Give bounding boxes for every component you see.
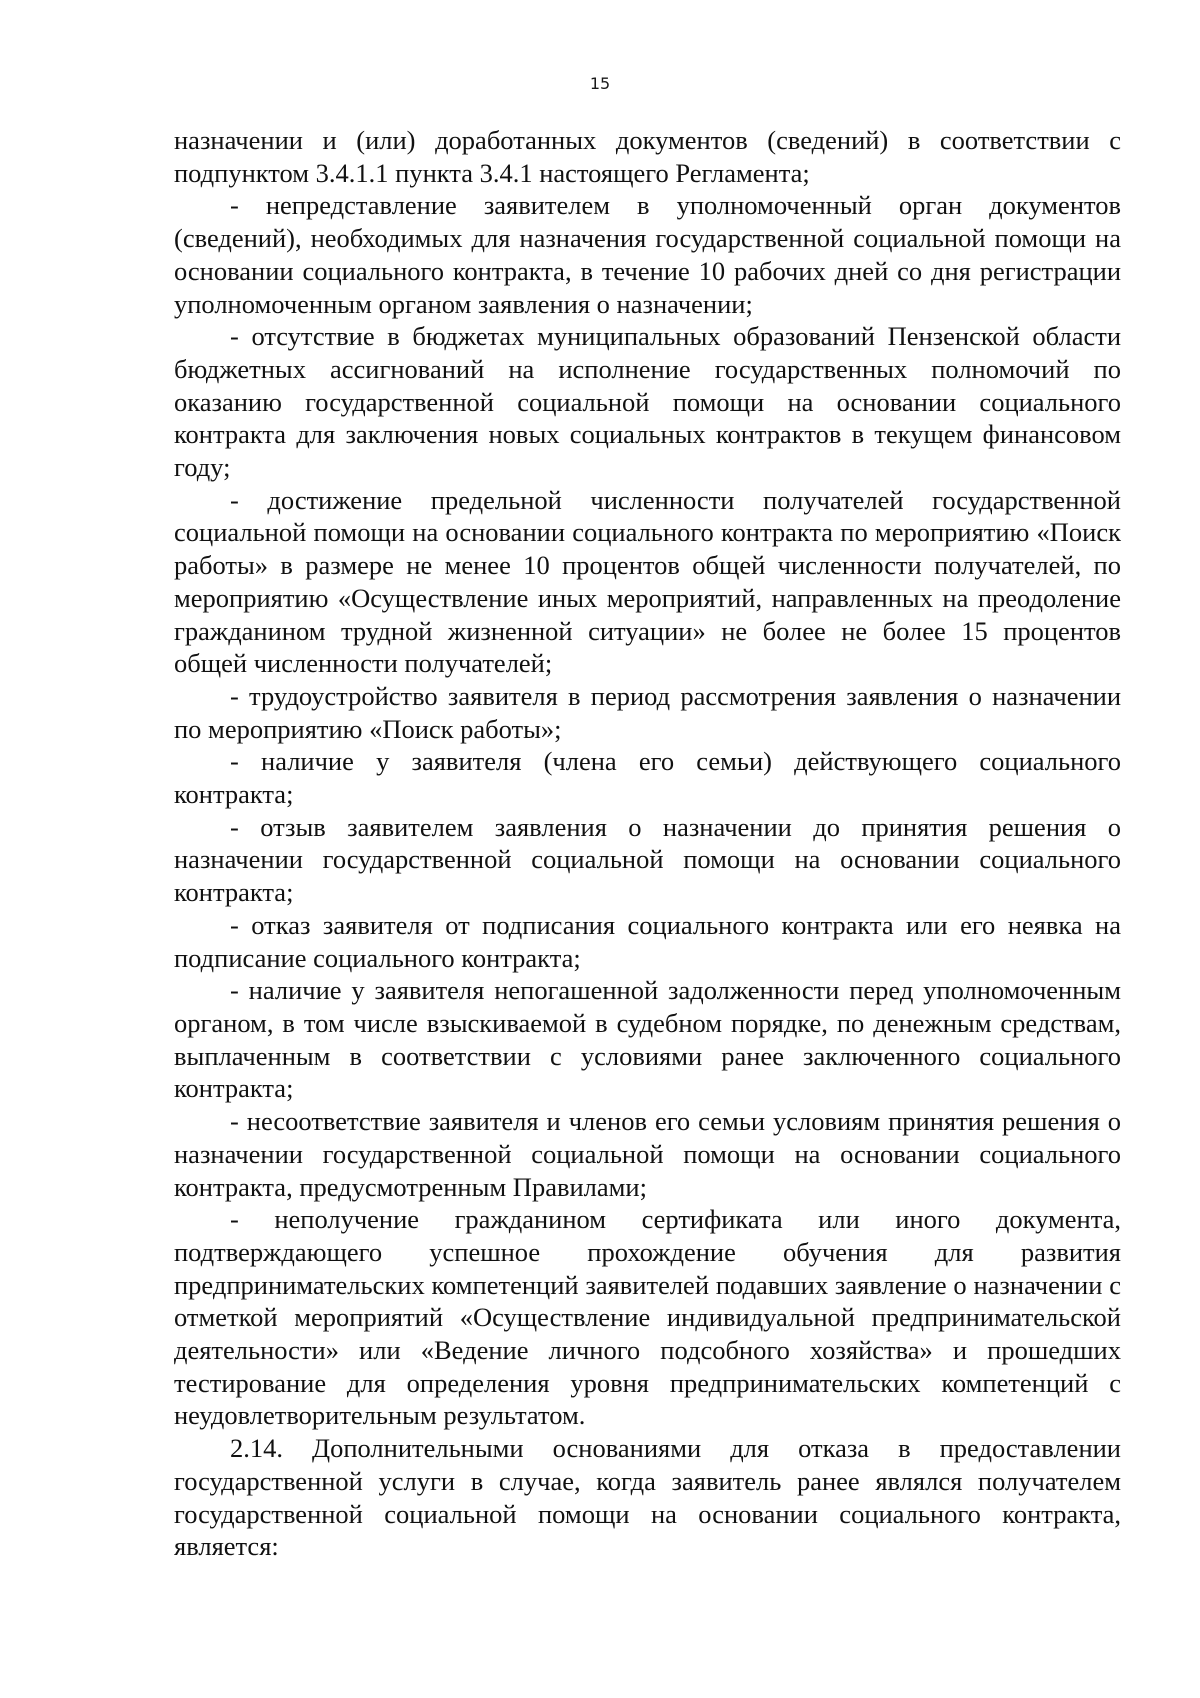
paragraph-section-2-14: 2.14. Дополнительными основаниями для отказа в предоставлении государственной услуги в случае, когда заявитель ранее являлся получателем государственной социальной помощи на основании социального контракта, является: <box>174 1433 1121 1562</box>
paragraph-refusal-to-sign: - отказ заявителя от подписания социального контракта или его неявка на подписание социального контракта; <box>174 909 1121 973</box>
paragraph-budget-absence: - отсутствие в бюджетах муниципальных образований Пензенской области бюджетных ассигнований на исполнение государственных полномочий по оказанию государственной социальной помощи на основании социального контракта для заключения новых социальных контрактов в текущем финансовом году; <box>174 321 1121 483</box>
paragraph-non-submission: - непредставление заявителем в уполномоченный орган документов (сведений), необходимых для назначения государственной социальной помощи на основании социального контракта, в течение 10 рабочих дней со дня регистрации уполномоченным органом заявления о назначении; <box>174 190 1121 319</box>
page-number: 15 <box>589 74 611 93</box>
document-body <box>174 124 1121 1563</box>
paragraph-employment: - трудоустройство заявителя в период рассмотрения заявления о назначении по мероприятию «Поиск работы»; <box>174 680 1121 744</box>
paragraph-no-certificate: - неполучение гражданином сертификата или иного документа, подтверждающего успешное прохождение обучения для развития предпринимательских компетенций заявителей подавших заявление о назначении с отметкой мероприятий «Осуществление индивидуальной предпринимательской деятельности» или «Ведение личного подсобного хозяйства» и прошедших тестирование для определения уровня предпринимательских компетенций с неудовлетворительным результатом. <box>174 1204 1121 1431</box>
paragraph-recipient-limit: - достижение предельной численности получателей государственной социальной помощи на основании социального контракта по мероприятию «Поиск работы» в размере не менее 10 процентов общей численности получателей, по мероприятию «Осуществление иных мероприятий, направленных на преодоление гражданином трудной жизненной ситуации» не более не более 15 процентов общей численности получателей; <box>174 484 1121 679</box>
paragraph-active-contract: - наличие у заявителя (члена его семьи) действующего социального контракта; <box>174 746 1121 810</box>
paragraph-outstanding-debt: - наличие у заявителя непогашенной задолженности перед уполномоченным органом, в том числе взыскиваемой в судебном порядке, по денежным средствам, выплаченным в соответствии с условиями ранее заключенного социального контракта; <box>174 975 1121 1104</box>
paragraph-non-compliance: - несоответствие заявителя и членов его семьи условиям принятия решения о назначении государственной социальной помощи на основании социального контракта, предусмотренным Правилами; <box>174 1106 1121 1202</box>
paragraph-continuation: назначении и (или) доработанных документов (сведений) в соответствии с подпунктом 3.4.1.1 пункта 3.4.1 настоящего Регламента; <box>174 125 1121 188</box>
paragraph-withdrawal: - отзыв заявителем заявления о назначении до принятия решения о назначении государственной социальной помощи на основании социального контракта; <box>174 811 1121 908</box>
